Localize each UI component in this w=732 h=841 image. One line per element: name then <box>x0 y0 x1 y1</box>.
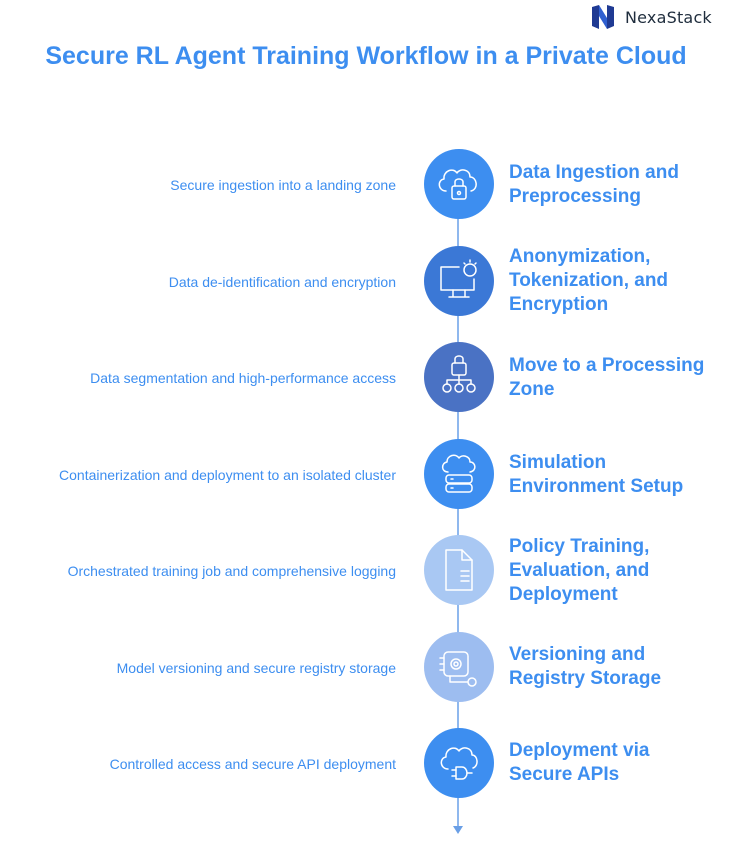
timeline-arrow <box>453 826 463 834</box>
lock-network-icon <box>424 342 494 412</box>
monitor-settings-icon <box>424 246 494 316</box>
step-title: Versioning and Registry Storage <box>509 644 662 689</box>
step-description: Containerization and deployment to an isolated cluster <box>59 467 396 483</box>
step-circle <box>424 632 494 702</box>
step-circle <box>424 246 494 316</box>
step-description: Controlled access and secure API deployment <box>109 756 396 772</box>
step-circle <box>424 342 494 412</box>
step-circle <box>424 149 494 219</box>
step-circle <box>424 535 494 605</box>
step-circle <box>424 439 494 509</box>
document-icon <box>424 535 494 605</box>
step-title: Policy Training, Evaluation, and Deployment <box>509 536 650 605</box>
step-description: Secure ingestion into a landing zone <box>170 177 396 193</box>
step-circle <box>424 728 494 798</box>
step-title: Simulation Environment Setup <box>509 452 684 497</box>
step-description: Model versioning and secure registry storage <box>116 660 396 676</box>
step-description: Data de-identification and encryption <box>168 274 396 290</box>
step-title: Data Ingestion and Preprocessing <box>509 162 679 207</box>
step-title: Move to a Processing Zone <box>509 355 705 400</box>
cloud-lock-icon <box>424 149 494 219</box>
brand <box>590 4 712 30</box>
cloud-plug-icon <box>424 728 494 798</box>
step-description: Orchestrated training job and comprehensive logging <box>67 563 396 579</box>
nexastack-logo <box>590 4 616 30</box>
brand-name: NexaStack <box>625 7 712 27</box>
cloud-server-icon <box>424 439 494 509</box>
page-title: Secure RL Agent Training Workflow in a Private Cloud <box>45 42 687 70</box>
registry-storage-icon <box>424 632 494 702</box>
step-description: Data segmentation and high-performance access <box>90 370 396 386</box>
step-title: Anonymization, Tokenization, and Encryption <box>509 246 669 315</box>
step-title: Deployment via Secure APIs <box>509 740 650 785</box>
